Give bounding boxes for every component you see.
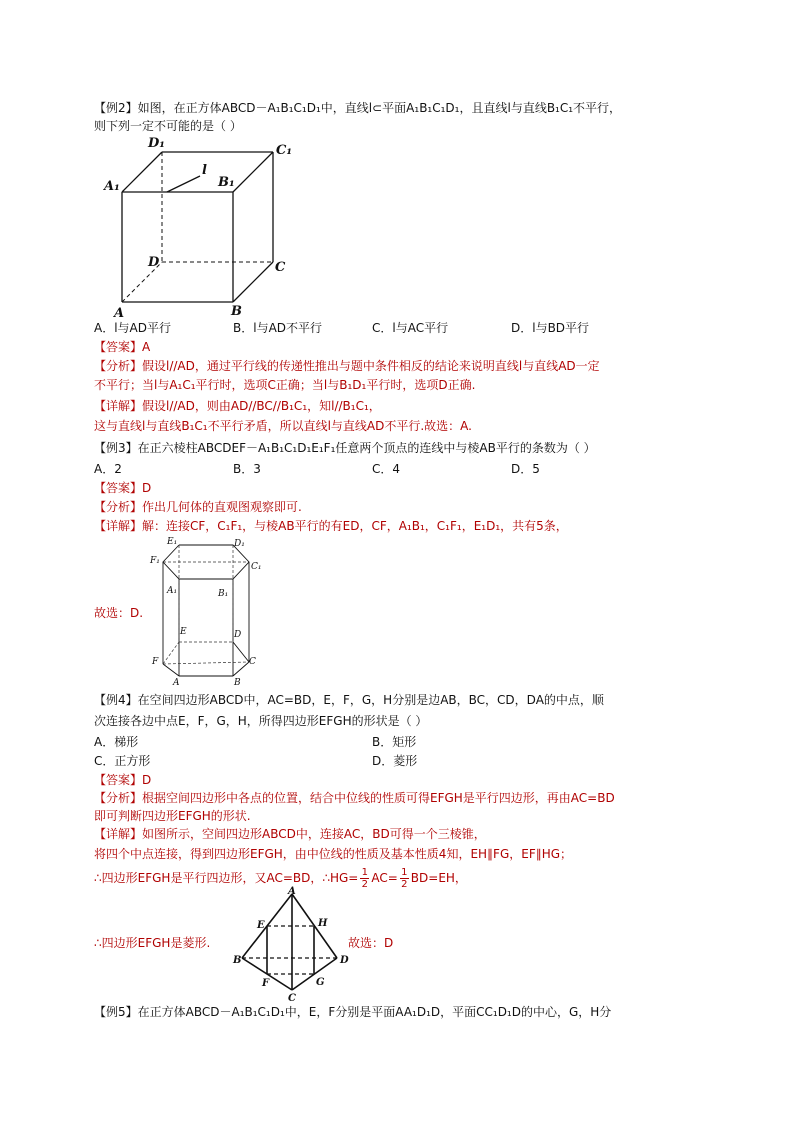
ex2-analysis-line1: 【分析】假设l//AD，通过平行线的传递性推出与题中条件相反的结论来说明直线l与直线AD一定 — [94, 359, 600, 373]
ex2-option-b: B．l与AD不平行 — [233, 321, 323, 335]
label-D1: D₁ — [234, 539, 245, 549]
label-A1: A₁ — [104, 179, 120, 194]
ex4-option-c: C．正方形 — [94, 754, 151, 768]
label-A1: A₁ — [167, 586, 178, 596]
ex4-stem-line1: 【例4】在空间四边形ABCD中，AC=BD，E，F，G，H分别是边AB，BC，CD，DA的中点，顺 — [94, 693, 604, 707]
tetrahedron-figure — [232, 886, 354, 1004]
label-F: F — [262, 978, 270, 989]
ex3-choose: 故选：D. — [94, 606, 144, 620]
label-E1: E₁ — [167, 537, 178, 547]
label-l: l — [202, 163, 207, 178]
ex2-option-d: D．l与BD平行 — [511, 321, 590, 335]
ex2-stem-line1: 【例2】如图，在正方体ABCD－A₁B₁C₁D₁中，直线l⊂平面A₁B₁C₁D₁，且直线l与直线B₁C₁不平行， — [94, 101, 622, 115]
ex2-answer: 【答案】A — [94, 340, 151, 354]
ex4-stem-line2: 次连接各边中点E，F，G，H，所得四边形EFGH的形状是（ ） — [94, 714, 428, 728]
label-C1: C₁ — [251, 562, 262, 572]
label-B: B — [234, 678, 241, 688]
label-D: D — [234, 630, 242, 640]
ex5-stem: 【例5】在正方体ABCD－A₁B₁C₁D₁中，E，F分别是平面AA₁D₁D，平面CC₁D₁D的中心，G，H分 — [94, 1005, 612, 1019]
label-C: C — [249, 657, 256, 667]
ex3-option-a: A．2 — [94, 462, 122, 476]
ex2-stem-line2: 则下列一定不可能的是（ ） — [94, 119, 242, 133]
label-A: A — [288, 886, 296, 897]
ex3-answer: 【答案】D — [94, 481, 152, 495]
ex3-stem: 【例3】在正六棱柱ABCDEF－A₁B₁C₁D₁E₁F₁任意两个顶点的连线中与棱AB平行的条数为（ ） — [94, 441, 596, 455]
fraction-denominator: 2 — [401, 878, 408, 890]
label-B1: B₁ — [218, 589, 229, 599]
label-D: D — [148, 255, 160, 270]
label-E: E — [257, 920, 265, 931]
detail3-part3: BD=EH， — [410, 871, 467, 885]
ex4-option-a: A．梯形 — [94, 735, 139, 749]
label-C: C — [275, 260, 286, 275]
ex4-detail-line4: ∴四边形EFGH是菱形. — [94, 936, 211, 950]
label-A: A — [114, 306, 125, 321]
label-F: F — [152, 657, 159, 667]
ex4-detail-line1: 【详解】如图所示，空间四边形ABCD中，连接AC，BD可得一个三棱锥， — [94, 827, 486, 841]
label-A: A — [173, 678, 180, 688]
ex4-detail-line2: 将四个中点连接，得到四边形EFGH，由中位线的性质及基本性质4知，EH∥FG，EF∥HG； — [94, 847, 573, 861]
cube-figure — [100, 134, 300, 320]
fraction-numerator: 1 — [401, 866, 408, 878]
label-D: D — [340, 955, 349, 966]
ex3-option-d: D．5 — [511, 462, 540, 476]
label-G: G — [316, 977, 325, 988]
label-B: B — [233, 955, 242, 966]
label-C: C — [288, 993, 296, 1004]
ex2-option-c: C．l与AC平行 — [372, 321, 449, 335]
ex2-detail-line2: 这与直线l与直线B₁C₁不平行矛盾，所以直线l与直线AD不平行.故选：A. — [94, 419, 472, 433]
detail3-part2: AC= — [371, 871, 398, 885]
ex4-option-d: D．菱形 — [372, 754, 418, 768]
label-F1: F₁ — [150, 556, 160, 566]
label-H: H — [318, 918, 328, 929]
fraction-denominator: 2 — [361, 878, 369, 890]
ex2-option-a: A．l与AD平行 — [94, 321, 171, 335]
fraction-half-1 — [360, 867, 369, 890]
label-E: E — [180, 627, 187, 637]
ex2-detail-line1: 【详解】假设l//AD，则由AD//BC//B₁C₁，知l//B₁C₁， — [94, 399, 381, 413]
label-B1: B₁ — [218, 175, 235, 190]
detail3-part1: ∴四边形EFGH是平行四边形，又AC=BD，∴HG= — [94, 871, 359, 885]
ex4-analysis-line1: 【分析】根据空间四边形中各点的位置，结合中位线的性质可得EFGH是平行四边形，再由AC=BD — [94, 791, 615, 805]
ex3-option-b: B．3 — [233, 462, 261, 476]
ex3-analysis: 【分析】作出几何体的直观图观察即可. — [94, 500, 302, 514]
ex4-choose: 故选：D — [348, 936, 394, 950]
ex4-answer: 【答案】D — [94, 773, 152, 787]
fraction-half-2 — [400, 867, 409, 890]
ex3-option-c: C．4 — [372, 462, 401, 476]
ex2-analysis-line2: 不平行；当l与A₁C₁平行时，选项C正确；当l与B₁D₁平行时，选项D正确. — [94, 378, 476, 392]
ex3-detail: 【详解】解：连接CF，C₁F₁，与棱AB平行的有ED，CF，A₁B₁，C₁F₁，E₁D₁，共有5条， — [94, 519, 568, 533]
label-B: B — [231, 304, 242, 319]
ex4-option-b: B．矩形 — [372, 735, 417, 749]
label-C1: C₁ — [276, 143, 293, 158]
hexagonal-prism-figure — [145, 534, 260, 686]
fraction-numerator: 1 — [361, 866, 369, 878]
ex4-analysis-line2: 即可判断四边形EFGH的形状. — [94, 809, 251, 823]
label-D1: D₁ — [148, 136, 165, 151]
